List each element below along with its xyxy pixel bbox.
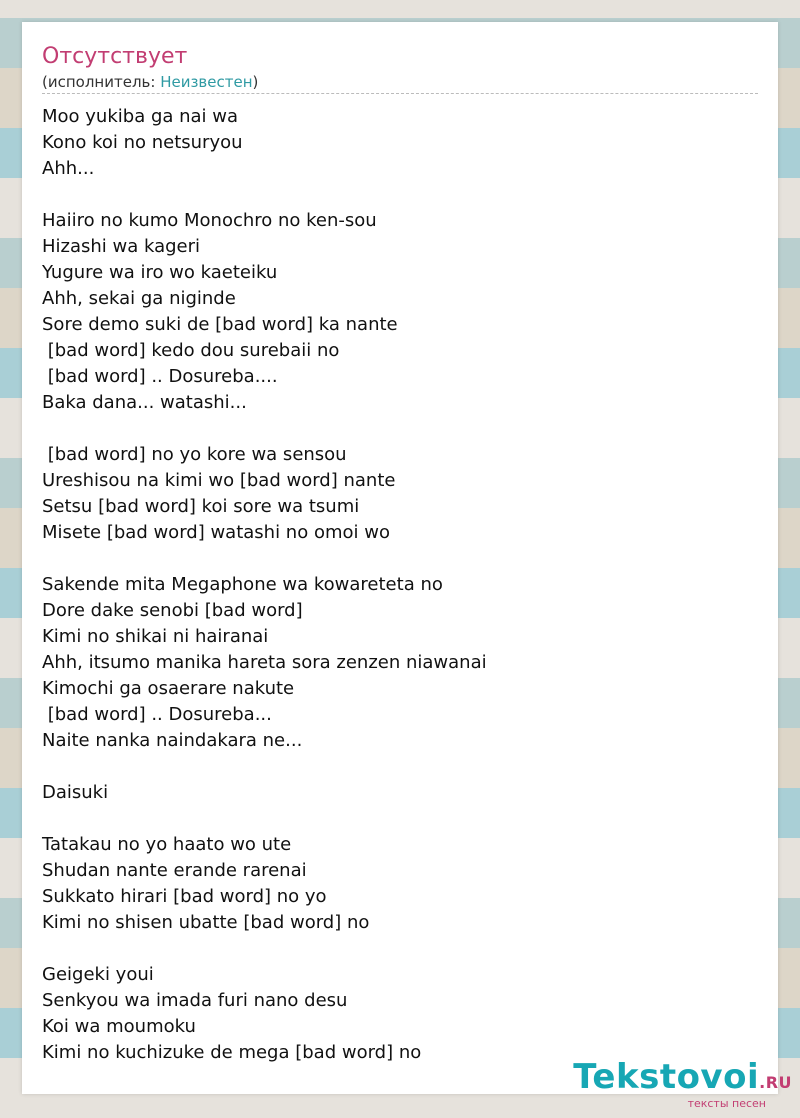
lyrics-line: Daisuki [42,782,109,803]
lyrics-blank-line [42,546,742,572]
lyrics-line: Ahh, itsumo manika hareta sora zenzen niawanai [42,652,487,673]
lyrics-blank-line [42,416,742,442]
lyrics-line: Kono koi no netsuryou [42,132,243,153]
lyrics-line: Naite nanka naindakara ne... [42,730,303,751]
lyrics-line: Moo yukiba ga nai wa [42,106,239,127]
lyrics-line: Koi wa moumoku [42,1016,196,1037]
lyrics-line: Setsu [bad word] koi sore wa tsumi [42,496,360,517]
lyrics-blank-line [42,754,742,780]
lyrics-line: [bad word] no yo kore wa sensou [42,444,347,465]
lyrics-line: Yugure wa iro wo kaeteiku [42,262,278,283]
artist-line [42,72,258,92]
lyrics-line: [bad word] .. Dosureba... [42,704,272,725]
lyrics-line: Misete [bad word] watashi no omoi wo [42,522,390,543]
lyrics-line: [bad word] kedo dou surebaii no [42,340,340,361]
lyrics-line: Hizashi wa kageri [42,236,201,257]
lyrics-line: Ureshisou na kimi wo [bad word] nante [42,470,396,491]
lyrics-line: Kimi no shisen ubatte [bad word] no [42,912,370,933]
lyrics-line: Dore dake senobi [bad word] [42,600,303,621]
lyrics-line: Baka dana... watashi... [42,392,247,413]
lyrics-line: Senkyou wa imada furi nano desu [42,990,348,1011]
lyrics-blank-line [42,806,742,832]
lyrics-line: Sukkato hirari [bad word] no yo [42,886,327,907]
lyrics-line: Geigeki youi [42,964,154,985]
artist-link[interactable]: Неизвестен [160,73,253,91]
lyrics-line: Sore demo suki de [bad word] ka nante [42,314,398,335]
lyrics-line: [bad word] .. Dosureba.... [42,366,278,387]
lyrics-line: Kimochi ga osaerare nakute [42,678,295,699]
lyrics-line: Ahh, sekai ga niginde [42,288,236,309]
lyrics-line: Kimi no shikai ni hairanai [42,626,269,647]
logo-tld: .RU [759,1073,792,1092]
artist-prefix: (исполнитель: [42,73,161,91]
lyrics-line: Kimi no kuchizuke de mega [bad word] no [42,1042,422,1063]
lyrics-line: Tatakau no yo haato wo ute [42,834,292,855]
lyrics-blank-line [42,936,742,962]
song-title: Отсутствует [42,44,188,69]
logo-tagline: тексты песен [687,1097,766,1110]
lyrics-text [42,104,742,1066]
lyrics-card [22,22,778,1094]
divider [42,93,758,94]
lyrics-line: Shudan nante erande rarenai [42,860,307,881]
logo-wordmark [573,1059,792,1101]
lyrics-line: Sakende mita Megaphone wa kowareteta no [42,574,443,595]
logo-name: Tekstovoi [573,1057,760,1097]
artist-suffix: ) [252,73,259,91]
lyrics-blank-line [42,182,742,208]
site-logo[interactable] [573,1059,792,1110]
lyrics-line: Ahh... [42,158,95,179]
lyrics-line: Haiiro no kumo Monochro no ken-sou [42,210,377,231]
